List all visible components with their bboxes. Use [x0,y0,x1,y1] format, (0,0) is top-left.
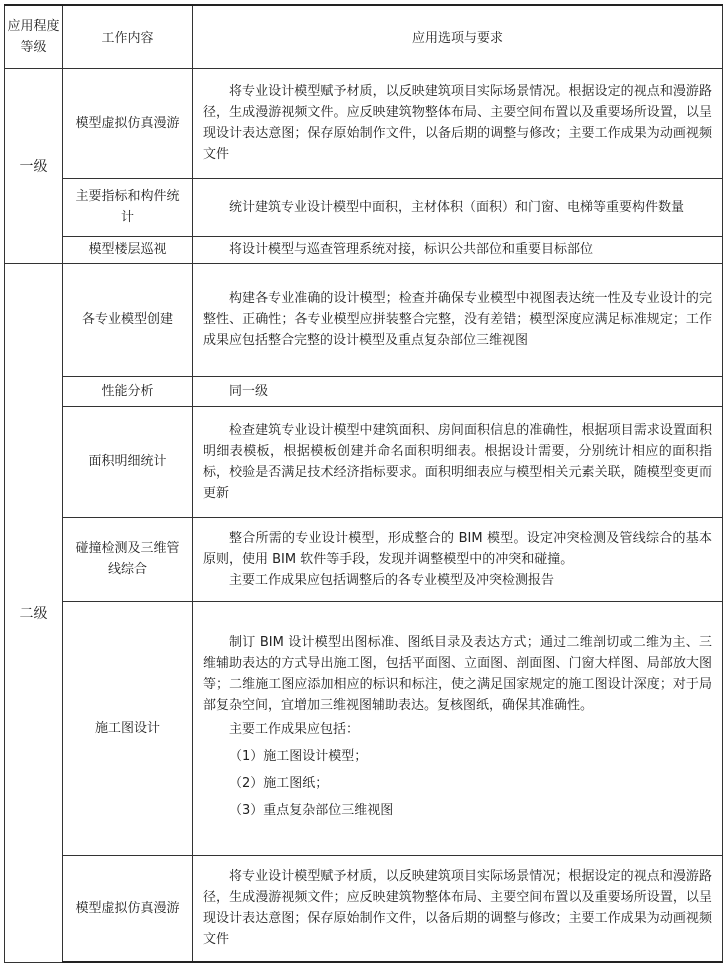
table-row [5,601,723,855]
table-row [5,855,723,962]
header-row [5,5,723,68]
table-row [5,178,723,236]
requirement-text: 整合所需的专业设计模型，形成整合的 BIM 模型。设定冲突检测及管线综合的基本原则，使用 BIM 软件等手段，发现并调整模型中的冲突和碰撞。 [203,530,712,567]
requirement-text: 将设计模型与巡查管理系统对接，标识公共部位和重要目标部位 [229,242,594,257]
level-cell: 一级 [5,68,63,263]
item-cell: 碰撞检测及三维管线综合 [63,517,193,601]
table-row [5,236,723,263]
item-cell: 性能分析 [63,376,193,406]
requirement-text: 将专业设计模型赋予材质，以反映建筑项目实际场景情况。根据设定的视点和漫游路径，生成漫游视频文件。应反映建筑物整体布局、主要空间布置以及重要场所设置，以呈现设计表达意图；保存原始制作文件，以备后期的调整与修改；主要工作成果为动画视频文件 [203,84,712,162]
requirement-cell [193,68,723,178]
requirement-text: 同一级 [229,383,269,399]
table-row [5,263,723,376]
header-requirements: 应用选项与要求 [193,5,723,68]
requirement-cell [193,517,723,601]
requirement-text: （3）重点复杂部位三维视图 [229,803,394,818]
item-cell: 模型楼层巡视 [63,236,193,263]
requirement-cell [193,178,723,236]
requirement-text: 构建各专业准确的设计模型；检查并确保专业模型中视图表达统一性及专业设计的完整性、正确性；各专业模型应拼装整合完整，没有差错；模型深度应满足标准规定；工作成果应包括整合完整的设计模型及重点复杂部位三维视图 [203,291,712,348]
requirement-text: （1）施工图设计模型； [229,749,368,764]
header-content: 工作内容 [63,5,193,68]
header-level: 应用程度等级 [5,5,63,68]
item-cell: 模型虚拟仿真漫游 [63,68,193,178]
table-row [5,68,723,178]
requirement-cell [193,601,723,855]
item-cell: 施工图设计 [63,601,193,855]
item-cell: 主要指标和构件统计 [63,178,193,236]
item-cell: 面积明细统计 [63,406,193,517]
requirement-text: （2）施工图纸； [229,776,329,791]
requirement-cell [193,236,723,263]
item-cell: 模型虚拟仿真漫游 [63,855,193,962]
item-cell: 各专业模型创建 [63,263,193,376]
table-row [5,517,723,601]
bim-application-table [4,4,723,963]
table-row [5,376,723,406]
requirement-text: 主要工作成果应包括： [229,722,360,737]
requirement-text: 将专业设计模型赋予材质，以反映建筑项目实际场景情况；根据设定的视点和漫游路径，生成漫游视频文件；应反映建筑物整体布局、主要空间布置以及重要场所设置，以呈现设计表达意图；保存原始制作文件，以备后期的调整与修改；主要工作成果为动画视频文件 [203,869,712,948]
requirement-text: 主要工作成果应包括调整后的各专业模型及冲突检测报告 [229,572,555,588]
table-row [5,406,723,517]
level-cell: 二级 [5,263,63,962]
requirement-cell [193,263,723,376]
requirement-text: 统计建筑专业设计模型中面积，主材体积（面积）和门窗、电梯等重要构件数量 [229,199,685,215]
requirement-text: 检查建筑专业设计模型中建筑面积、房间面积信息的准确性，根据项目需求设置面积明细表模板，根据模板创建并命名面积明细表。根据设计需要，分别统计相应的面积指标，校验是否满足技术经济指标要求。面积明细表应与模型相关元素关联，随模型变更而更新 [203,422,712,501]
requirement-cell [193,406,723,517]
requirement-cell [193,855,723,962]
requirement-text: 制订 BIM 设计模型出图标准、图纸目录及表达方式；通过二维剖切或二维为主、三维辅助表达的方式导出施工图，包括平面图、立面图、剖面图、门窗大样图、局部放大图等；二维施工图应添加相应的标识和标注，使之满足国家规定的施工图设计深度；对于局部复杂空间，宜增加三维视图辅助表达。复核图纸，确保其准确性。 [203,635,712,713]
requirement-cell [193,376,723,406]
